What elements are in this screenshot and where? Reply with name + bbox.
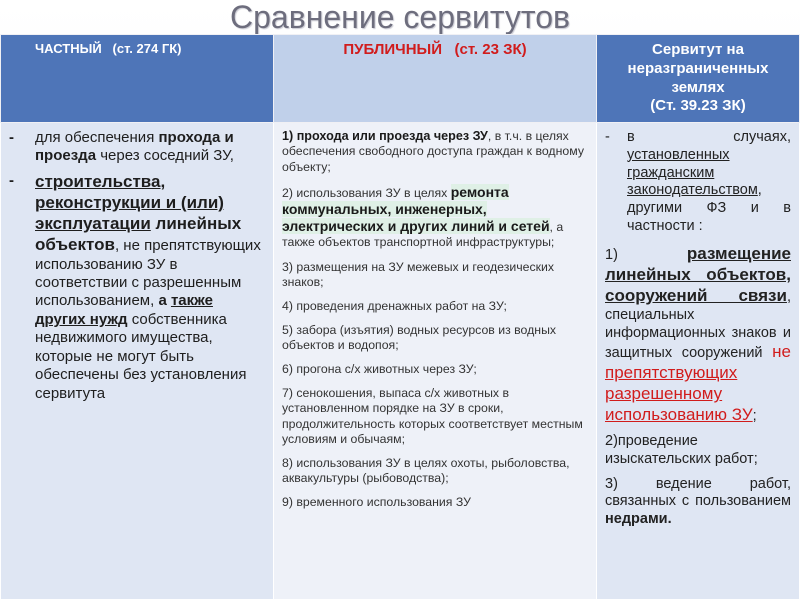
private-item-2-text: , не препятствующих использованию ЗУ в соответствии с разрешенным использованием, [35, 236, 261, 310]
dash-marker: - [9, 129, 14, 146]
unallocated-lead-pre: в случаях, [627, 129, 791, 145]
header-private-ref: (ст. 274 ГК) [112, 41, 182, 56]
private-item-2-bold2: а [158, 292, 171, 310]
private-item-2 [9, 172, 265, 403]
header-unallocated-line3: (Ст. 39.23 ЗК) [650, 97, 746, 115]
unallocated-item-1-num: 1) [605, 246, 687, 263]
header-public-ref: (ст. 23 ЗК) [454, 41, 527, 58]
public-item-2-text: , а также объектов транспортной инфраструктуры; [282, 220, 564, 250]
unallocated-cell [597, 123, 800, 600]
header-unallocated [597, 35, 800, 123]
unallocated-item-2: 2)проведение изыскательских работ; [605, 432, 758, 467]
unallocated-item-3-bold: недрами. [605, 511, 672, 528]
public-item-2-pre: 2) использования ЗУ в целях [282, 185, 451, 200]
header-private-title: ЧАСТНЫЙ [35, 41, 102, 56]
header-public [274, 35, 597, 123]
unallocated-item-1 [605, 244, 791, 426]
unallocated-item-1-end: ; [752, 408, 757, 425]
private-item-1-text: для обеспечения [35, 129, 159, 146]
page-title: Сравнение сервитутов [230, 0, 570, 35]
unallocated-lead-post: , другими ФЗ и в частности : [627, 182, 791, 235]
comparison-table [0, 34, 800, 600]
private-cell [1, 123, 274, 600]
public-item-4: 4) проведения дренажных работ на ЗУ; [282, 298, 507, 313]
public-item-1-num: 1) [282, 129, 297, 143]
private-item-2-bold-underlined: строительства, реконструкции и (или) эксплуатации [35, 171, 224, 233]
dash-marker: - [9, 171, 14, 189]
private-item-1 [9, 129, 265, 166]
header-unallocated-line1: Сервитут на [652, 41, 744, 58]
unallocated-item-1-red-pre: не [772, 342, 791, 362]
public-item-7: 7) сенокошения, выпаса с/х животных в установленном порядке на ЗУ в сроки, продолжительность которых соответствует местным условиям и обычаям; [282, 386, 583, 446]
private-item-1-bold: прохода и проезда [35, 129, 234, 165]
header-private [1, 35, 274, 123]
public-item-6: 6) прогона с/х животных через ЗУ; [282, 362, 477, 377]
public-item-2 [282, 184, 588, 251]
private-item-2-bold: линейных объектов [35, 213, 242, 254]
public-item-5: 5) забора (изъятия) водных ресурсов из водных объектов и водопоя; [282, 322, 557, 353]
unallocated-item-1-text: , специальных информационных знаков и защитных сооружений [605, 288, 791, 362]
unallocated-lead-underlined: установленных гражданским законодательством [627, 146, 758, 199]
unallocated-lead [605, 129, 791, 236]
private-item-2-other-needs: также других нужд [35, 292, 213, 328]
private-item-2-text2: собственника недвижимого имущества, которые не могут быть обеспечены без установления сервитута [35, 310, 247, 402]
unallocated-item-3-text: 3) ведение работ, связанных с пользованием [605, 475, 791, 510]
unallocated-item-1-red: препятствующих разрешенному использованию ЗУ [605, 363, 753, 425]
private-item-1-rest: через соседний ЗУ, [96, 147, 234, 165]
unallocated-item-1-bold: размещение линейных объектов, сооружений связи [605, 243, 791, 305]
public-cell [274, 123, 597, 600]
header-unallocated-line2: неразграниченных землях [627, 59, 769, 96]
public-item-1 [282, 129, 588, 175]
unallocated-item-3 [605, 476, 791, 529]
dash-marker: - [605, 129, 610, 145]
public-item-1-text: , в т.ч. в целях обеспечения свободного доступа граждан к водному объекту; [282, 129, 584, 174]
public-item-8: 8) использования ЗУ в целях охоты, рыболовства, аквакультуры (рыбоводства); [282, 455, 570, 485]
public-item-9: 9) временного использования ЗУ [282, 495, 471, 510]
public-item-1-bold: прохода или проезда через ЗУ [296, 129, 488, 143]
public-item-2-bold: ремонта коммунальных, инженерных, электрических и других линий и сетей [282, 183, 550, 235]
public-item-3: 3) размещения на ЗУ межевых и геодезических знаков; [282, 259, 555, 289]
header-public-title: ПУБЛИЧНЫЙ [343, 41, 443, 58]
